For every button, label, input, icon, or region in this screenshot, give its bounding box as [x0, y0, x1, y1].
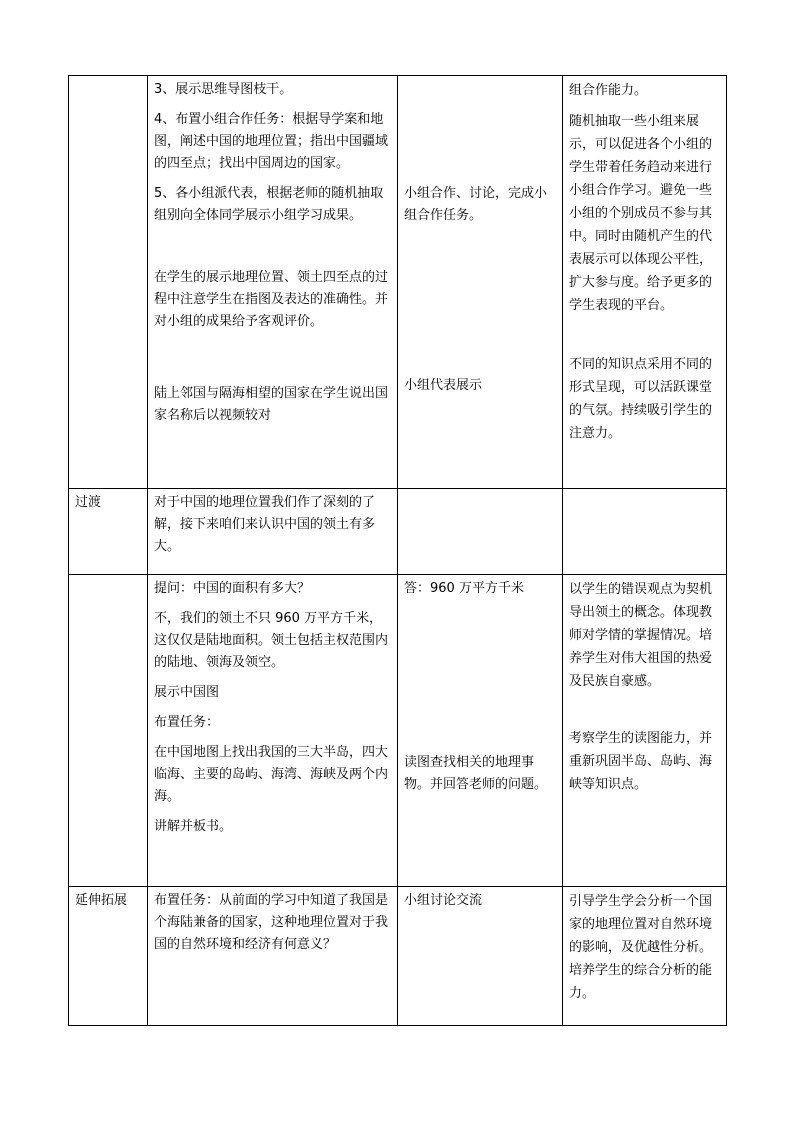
teacher-activity-cell	[148, 489, 398, 575]
lesson-plan-table	[68, 75, 727, 1026]
intent-text: 考察学生的读图能力，并重新巩固半岛、岛屿、海峡等知识点。	[569, 731, 713, 792]
table-row	[69, 575, 727, 887]
intent-text: 不同的知识点采用不同的形式呈现，可以活跃课堂的气氛。持续吸引学生的注意力。	[569, 357, 713, 441]
design-intent-cell	[563, 489, 727, 575]
table-row	[69, 76, 727, 489]
table-row	[69, 489, 727, 575]
stage-cell: 延伸拓展	[69, 887, 148, 1026]
stage-cell: 过渡	[69, 489, 148, 575]
teacher-step: 对于中国的地理位置我们作了深刻的了解，接下来咱们来认识中国的领土有多大。	[154, 495, 376, 554]
teacher-step: 4、布置小组合作任务：根据导学案和地图，阐述中国的地理位置；指出中国疆域的四至点；找出中国周边的国家。	[154, 112, 389, 171]
student-step: 答：960 万平方千米	[404, 581, 524, 596]
design-intent-cell	[563, 887, 727, 1026]
teacher-step: 讲解并板书。	[154, 819, 233, 834]
design-intent-cell	[563, 575, 727, 887]
teacher-step: 5、各小组派代表，根据老师的随机抽取组别向全体同学展示小组学习成果。	[154, 186, 384, 223]
stage-cell	[69, 575, 148, 887]
teacher-step: 陆上邻国与隔海相望的国家在学生说出国家名称后以视频较对	[154, 386, 389, 423]
intent-text: 引导学生学会分析一个国家的地理位置对自然环境的影响，及优越性分析。培养学生的综合分析的能力。	[569, 894, 713, 1001]
teacher-activity-cell	[148, 887, 398, 1026]
table-row	[69, 887, 727, 1026]
stage-cell	[69, 76, 148, 489]
teacher-step: 布置任务：从前面的学习中知道了我国是个海陆兼备的国家，这种地理位置对于我国的自然环境和经济有何意义？	[154, 893, 389, 952]
student-step: 小组代表展示	[404, 378, 483, 393]
teacher-step: 3、展示思维导图枝干。	[154, 82, 293, 97]
student-activity-cell	[398, 489, 563, 575]
teacher-step: 在中国地图上找出我国的三大半岛，四大临海、主要的岛屿、海湾、海峡及两个内海。	[154, 745, 389, 804]
teacher-step: 展示中国图	[154, 685, 220, 700]
student-step: 读图查找相关的地理事物。并回答老师的问题。	[404, 755, 548, 792]
teacher-step: 提问：中国的面积有多大？	[154, 581, 311, 596]
student-activity-cell	[398, 575, 563, 887]
teacher-step: 布置任务：	[154, 715, 220, 730]
intent-text: 以学生的错误观点为契机导出领土的概念。体现教师对学情的掌握情况。培养学生对伟大祖国的热爱及民族自豪感。	[569, 582, 713, 689]
student-step: 小组讨论交流	[404, 893, 483, 908]
student-step: 小组合作、讨论，完成小组合作任务。	[404, 186, 548, 223]
intent-text: 随机抽取一些小组来展示，可以促进各个小组的学生带着任务趋动来进行小组合作学习。避免一些小组的个别成员不参与其中。同时由随机产生的代表展示可以体现公平性，扩大参与度。给予更多的学生表现的平台。	[569, 114, 713, 313]
student-activity-cell	[398, 76, 563, 489]
teacher-activity-cell	[148, 76, 398, 489]
design-intent-cell	[563, 76, 727, 489]
student-activity-cell	[398, 887, 563, 1026]
intent-text: 组合作能力。	[569, 83, 648, 98]
teacher-step: 在学生的展示地理位置、领土四至点的过程中注意学生在指图及表达的准确性。并对小组的成果给予客观评价。	[154, 270, 389, 329]
teacher-step: 不，我们的领土不只 960 万平方千米，这仅仅是陆地面积。领土包括主权范围内的陆地、领海及领空。	[154, 611, 389, 670]
teacher-activity-cell	[148, 575, 398, 887]
